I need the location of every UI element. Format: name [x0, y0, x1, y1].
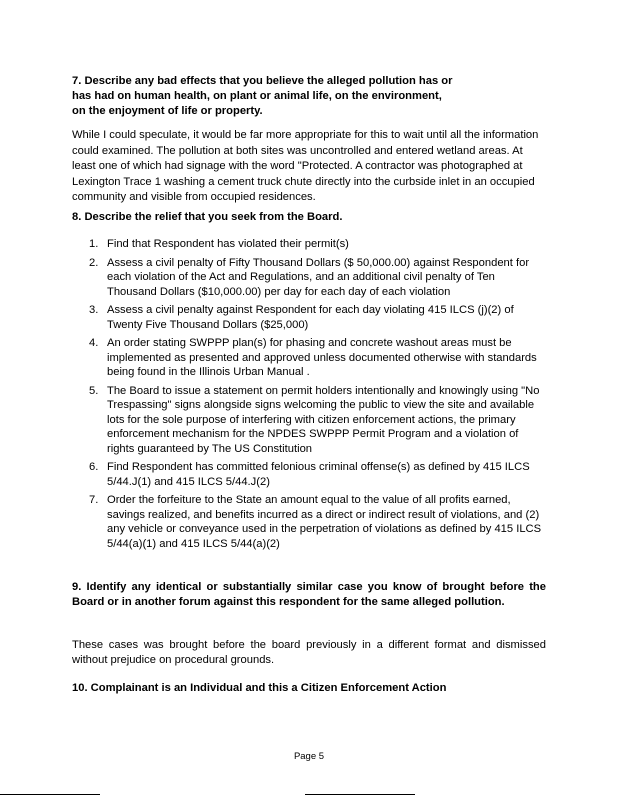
relief-item-number: 7.	[89, 494, 99, 506]
relief-item	[72, 256, 546, 300]
page-number: Page 5	[293, 751, 325, 762]
relief-item-text: Assess a civil penalty against Respondent for each day violating 415 ILCS (j)(2) of Twenty Five Thousand Dollars ($25,000)	[107, 304, 514, 331]
question-7-answer: While I could speculate, it would be far more appropriate for this to wait until all the information could examined. The pollution at both sites was uncontrolled and entered wetland areas. At least one of which had signage with the word "Protected. A contractor was photographed at Lexington Trace 1 washing a cement truck chute directly into the curbside inlet in an occupied community and visible from occupied residences.	[72, 129, 539, 203]
relief-item	[72, 384, 546, 457]
relief-list	[72, 237, 546, 555]
relief-item-text: Order the forfeiture to the State an amount equal to the value of all profits earned, savings realized, and benefits incurred as a direct or indirect result of violations, and (2) any vehicle or conveyance used in the perpetration of violations as defined by 415 ILCS 5/44(a)(1) and 415 ILCS 5/44(a)(2)	[107, 494, 542, 550]
relief-item	[72, 460, 546, 489]
question-7-heading-line-3: on the enjoyment of life or property.	[72, 105, 263, 117]
relief-item-number: 5.	[89, 384, 99, 397]
question-7-heading-line-1: 7. Describe any bad effects that you believe the alleged pollution has or	[72, 75, 453, 87]
relief-item-text: Assess a civil penalty of Fifty Thousand Dollars ($ 50,000.00) against Respondent for each violation of the Act and Regulations, and an additional civil penalty of Ten Thousand Dollars ($10,000.00) per day for each day of each violation	[107, 256, 530, 298]
relief-item-number: 3.	[89, 304, 99, 316]
relief-item-number: 2.	[89, 256, 99, 269]
relief-item-text: Find that Respondent has violated their permit(s)	[107, 238, 349, 250]
question-9-heading: 9. Identify any identical or substantially similar case you know of brought before the Board or in another forum against this respondent for the same alleged pollution.	[72, 581, 546, 608]
signature-line-right	[305, 794, 415, 795]
relief-item	[72, 493, 546, 551]
question-7-heading	[72, 74, 546, 119]
question-9-answer: These cases was brought before the board previously in a different format and dismissed without prejudice on procedural grounds.	[72, 639, 546, 666]
relief-item-text: The Board to issue a statement on permit holders intentionally and knowingly using "No Trespassing" signs alongside signs welcoming the public to view the site and available lots for the sole purpose of interfering with citizen enforcement actions, the primary enforcement mechanism for the NPDES SWPPP Permit Program and a violation of rights guaranteed by The US Constitution	[107, 384, 540, 455]
relief-item	[72, 237, 546, 252]
relief-item-text: An order stating SWPPP plan(s) for phasing and concrete washout areas must be implemented as presented and approved unless documented otherwise with standards being found in the Illinois Urban Manual .	[107, 337, 537, 378]
signature-line-left	[0, 794, 100, 795]
relief-item-number: 6.	[89, 461, 99, 473]
question-7-heading-line-2: has had on human health, on plant or animal life, on the environment,	[72, 90, 442, 102]
relief-item-text: Find Respondent has committed felonious criminal offense(s) as defined by 415 ILCS 5/44.J(1) and 415 ILCS 5/44.J(2)	[107, 461, 530, 488]
relief-item	[72, 303, 546, 332]
question-10-heading: 10. Complainant is an Individual and this a Citizen Enforcement Action	[72, 682, 447, 694]
relief-item	[72, 336, 546, 380]
question-8-heading: 8. Describe the relief that you seek from the Board.	[72, 211, 343, 223]
relief-item-number: 4.	[89, 337, 99, 349]
relief-item-number: 1.	[89, 238, 99, 250]
